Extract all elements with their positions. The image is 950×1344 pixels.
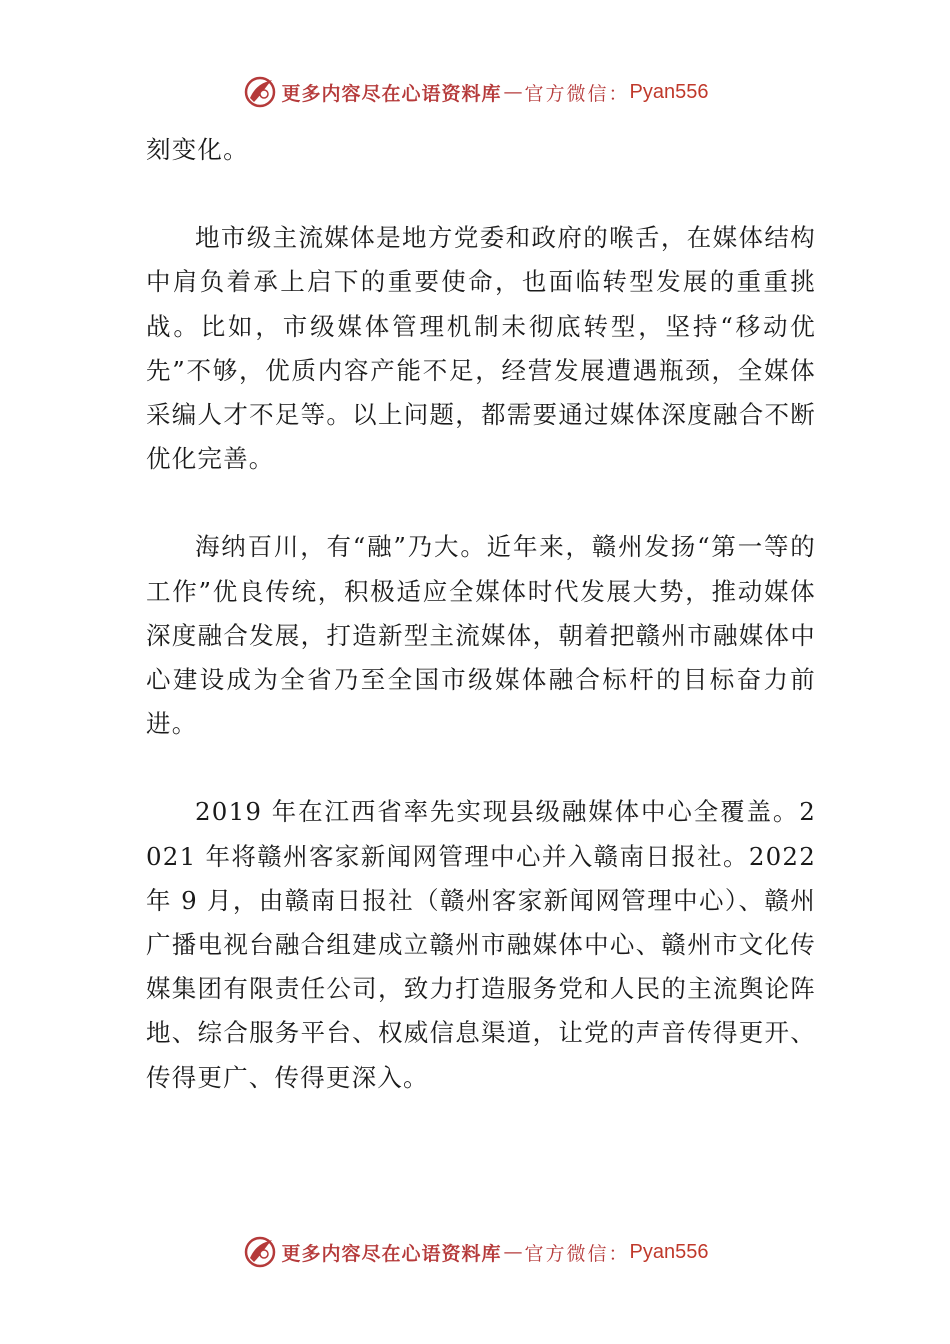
banner-wechat-label: 官方微信：	[524, 82, 630, 105]
banner-main-text: 更多内容尽在心语资料库	[281, 1242, 502, 1265]
paragraph-4: 2019 年在江西省率先实现县级融媒体中心全覆盖。2021 年将赣州客家新闻网管理中心并入赣南日报社。2022 年 9 月，由赣南日报社（赣州客家新闻网管理中心）、赣州广播电视台融合组建成立赣州市融媒体中心、赣州市文化传媒集团有限责任公司，致力打造服务党和人民的主流舆论阵地、综合服务平台、权威信息渠道，让党的声音传得更开、传得更广、传得更深入。	[146, 797, 816, 1092]
paragraph-3: 海纳百川，有“融”乃大。近年来，赣州发扬“第一等的工作”优良传统，积极适应全媒体时代发展大势，推动媒体深度融合发展，打造新型主流媒体，朝着把赣州市融媒体中心建设成为全省乃至全国市级媒体融合标杆的目标奋力前进。	[146, 532, 816, 739]
banner-separator: —	[503, 1241, 523, 1263]
banner-wechat-id: Pyan556	[629, 1240, 709, 1263]
banner-wechat-id: Pyan556	[629, 80, 709, 103]
banner-wechat-label: 官方微信：	[524, 1242, 630, 1265]
document-body	[146, 128, 816, 1144]
logo-icon	[242, 74, 278, 110]
paragraph-2: 地市级主流媒体是地方党委和政府的喉舌，在媒体结构中肩负着承上启下的重要使命，也面临转型发展的重重挑战。比如，市级媒体管理机制未彻底转型，坚持“移动优先”不够，优质内容产能不足，经营发展遭遇瓶颈，全媒体采编人才不足等。以上问题，都需要通过媒体深度融合不断优化完善。	[146, 223, 816, 474]
logo-icon	[242, 1234, 278, 1270]
footer-watermark-banner	[0, 1232, 950, 1272]
banner-separator: —	[503, 81, 523, 103]
banner-main-text: 更多内容尽在心语资料库	[281, 82, 502, 105]
header-watermark-banner	[0, 72, 950, 112]
paragraph-1: 刻变化。	[146, 135, 249, 164]
